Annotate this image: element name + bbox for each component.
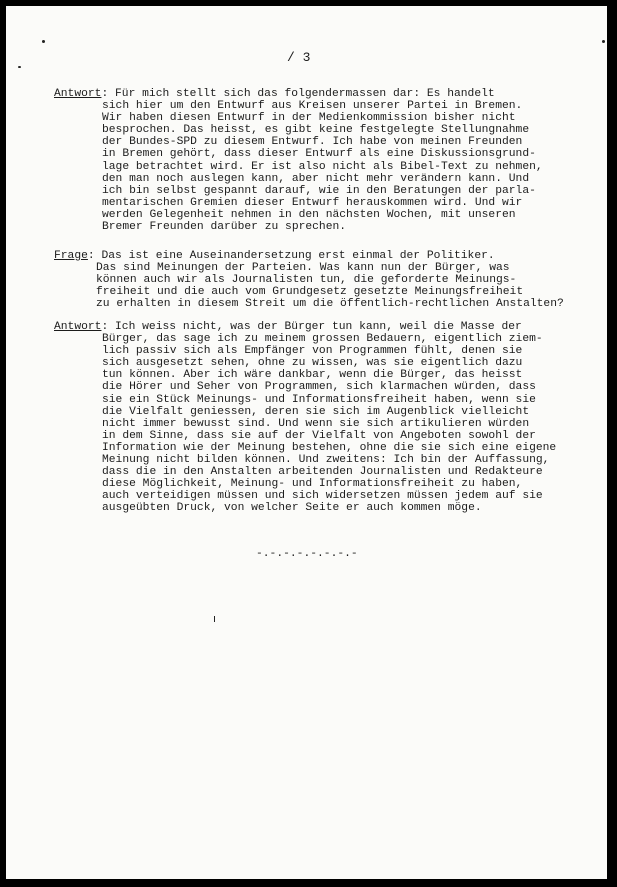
page-number: / 3	[287, 50, 311, 65]
scan-speck	[602, 40, 605, 43]
scan-speck	[214, 616, 215, 622]
text-line: Wir haben diesen Entwurf in der Medienkommission bisher nicht	[102, 112, 516, 125]
scan-speck	[42, 40, 45, 43]
answer-section-2	[54, 321, 556, 515]
text-line: dass die in den Anstalten arbeitenden Journalisten und Redakteure	[102, 466, 543, 479]
speaker-label: Antwort	[54, 88, 102, 100]
text-line: sie ein Stück Meinungs- und Informationsfreiheit haben, wenn sie	[102, 393, 536, 406]
first-line-text: : Für mich stellt sich das folgendermassen dar: Es handelt	[101, 88, 495, 100]
end-divider: -.-.-.-.-.-.-.-	[256, 548, 358, 560]
speaker-label: Antwort	[54, 321, 102, 333]
text-line: der Bundes-SPD zu diesem Entwurf. Ich habe von meinen Freunden	[102, 136, 523, 149]
text-line: tun können. Aber ich wäre dankbar, wenn die Bürger, das heisst	[102, 369, 523, 382]
text-line: den man noch auslegen kann, aber nicht mehr verändern kann. Und	[102, 172, 530, 185]
text-line: diese Möglichkeit, Meinung- und Informationsfreiheit zu haben,	[102, 478, 523, 491]
text-line: Bremer Freunden darüber zu sprechen.	[102, 221, 347, 234]
text-line: Information wie der Meinung bestehen, ohne die sie sich eine eigene	[102, 441, 557, 454]
speaker-label: Frage	[54, 250, 88, 262]
text-line: ich bin selbst gespannt darauf, wie in den Beratungen der parla-	[102, 184, 536, 197]
text-line: auch verteidigen müssen und sich widersetzen müssen jedem auf sie	[102, 490, 543, 503]
text-line: die Vielfalt geniessen, deren sie sich im Augenblick vielleicht	[102, 405, 530, 418]
text-line: sich ausgesetzt sehen, ohne zu wissen, was sie eigentlich dazu	[102, 357, 523, 370]
section-first-line	[54, 321, 556, 333]
text-line: lich passiv sich als Empfänger von Programmen fühlt, denen sie	[102, 345, 523, 358]
section-first-line	[54, 88, 543, 100]
question-section	[54, 250, 564, 310]
text-line: zu erhalten in diesem Streit um die öffentlich-rechtlichen Anstalten?	[96, 298, 564, 311]
text-line: in Bremen gehört, dass dieser Entwurf als eine Diskussionsgrund-	[102, 148, 536, 161]
text-line: lage betrachtet wird. Er ist also nicht als Bibel-Text zu nehmen,	[102, 160, 543, 173]
section-first-line	[54, 250, 564, 262]
text-line: die Hörer und Seher von Programmen, sich klarmachen würden, dass	[102, 381, 536, 394]
text-line: in dem Sinne, dass sie auf der Vielfalt von Angeboten sowohl der	[102, 429, 536, 442]
text-line: besprochen. Das heisst, es gibt keine festgelegte Stellungnahme	[102, 124, 530, 137]
document-page	[6, 6, 607, 879]
first-line-text: : Das ist eine Auseinandersetzung erst einmal der Politiker.	[87, 250, 495, 262]
text-line: nicht immer bewusst sind. Und wenn sie sich artikulieren würden	[102, 417, 530, 430]
text-line: werden Gelegenheit nehmen in den nächsten Wochen, mit unseren	[102, 208, 516, 221]
text-line: freiheit und die auch vom Grundgesetz gesetzte Meinungsfreiheit	[96, 286, 524, 299]
first-line-text: : Ich weiss nicht, was der Bürger tun kann, weil die Masse der	[101, 321, 522, 333]
scan-speck	[18, 66, 21, 68]
text-line: können auch wir als Journalisten tun, die geforderte Meinungs-	[96, 274, 517, 287]
answer-section-1	[54, 88, 543, 233]
text-line: Meinung nicht bilden können. Und zweitens: Ich bin der Auffassung,	[102, 454, 550, 467]
text-line: Das sind Meinungen der Parteien. Was kann nun der Bürger, was	[96, 262, 510, 275]
text-line: Bürger, das sage ich zu meinem grossen Bedauern, eigentlich ziem-	[102, 333, 543, 346]
text-line: ausgeübten Druck, von welcher Seite er auch kommen möge.	[102, 502, 482, 515]
text-line: sich hier um den Entwurf aus Kreisen unserer Partei in Bremen.	[102, 100, 523, 113]
text-line: mentarischen Gremien dieser Entwurf herauskommen wird. Und wir	[102, 196, 523, 209]
